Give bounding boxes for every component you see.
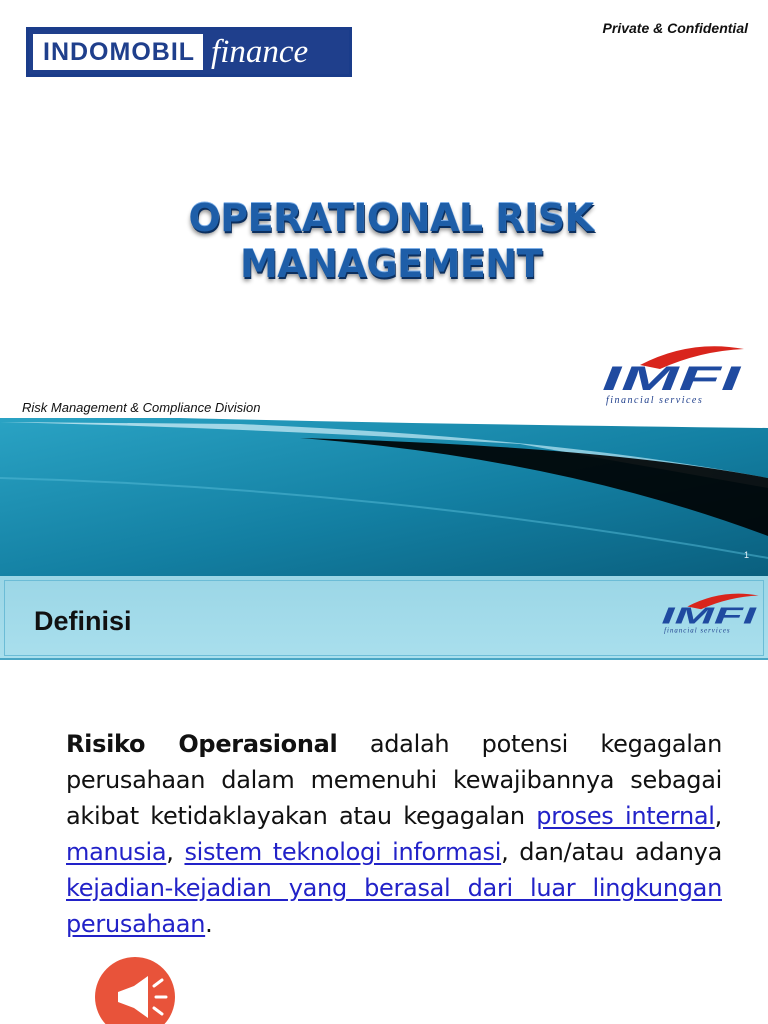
logo-indomobil-text: INDOMOBIL (33, 34, 203, 70)
definition-slide (0, 576, 768, 1024)
imfi-brand-text-small: IMFI (661, 602, 757, 629)
link-kejadian-eksternal[interactable]: kejadian-kejadian yang berasal dari luar lingkungan perusahaan (66, 874, 722, 938)
imfi-tagline-small: financial services (664, 627, 731, 635)
link-sistem-teknologi-informasi[interactable]: sistem teknologi informasi (184, 838, 502, 866)
megaphone-icon (90, 952, 180, 1024)
term-risiko-operasional: Risiko Operasional (66, 730, 338, 758)
header-band (0, 576, 768, 660)
decorative-wave (0, 418, 768, 576)
section-heading: Definisi (34, 606, 132, 636)
definition-paragraph: Risiko Operasional adalah potensi kegagalan perusahaan dalam memenuhi kewajibannya sebagai akibat ketidaklayakan atau kegagalan proses internal, manusia, sistem teknologi informasi, dan/atau adanya kejadian-kejadian yang berasal dari luar lingkungan perusahaan. (66, 730, 722, 938)
logo-finance-text: finance (211, 33, 309, 70)
link-manusia[interactable]: manusia (66, 838, 167, 866)
link-proses-internal[interactable]: proses internal (536, 802, 715, 830)
confidential-label: Private & Confidential (602, 20, 748, 36)
indomobil-finance-logo (26, 27, 352, 77)
imfi-brand-text: IMFI (602, 360, 744, 398)
slide-title (0, 195, 768, 287)
division-label: Risk Management & Compliance Division (22, 400, 261, 415)
imfi-tagline: financial services (606, 395, 704, 406)
imfi-logo (600, 345, 746, 407)
imfi-logo-small (660, 592, 760, 636)
page-number: 1 (744, 550, 750, 560)
title-line-2: MANAGEMENT (239, 242, 543, 286)
title-line-1: OPERATIONAL RISK (188, 196, 594, 240)
